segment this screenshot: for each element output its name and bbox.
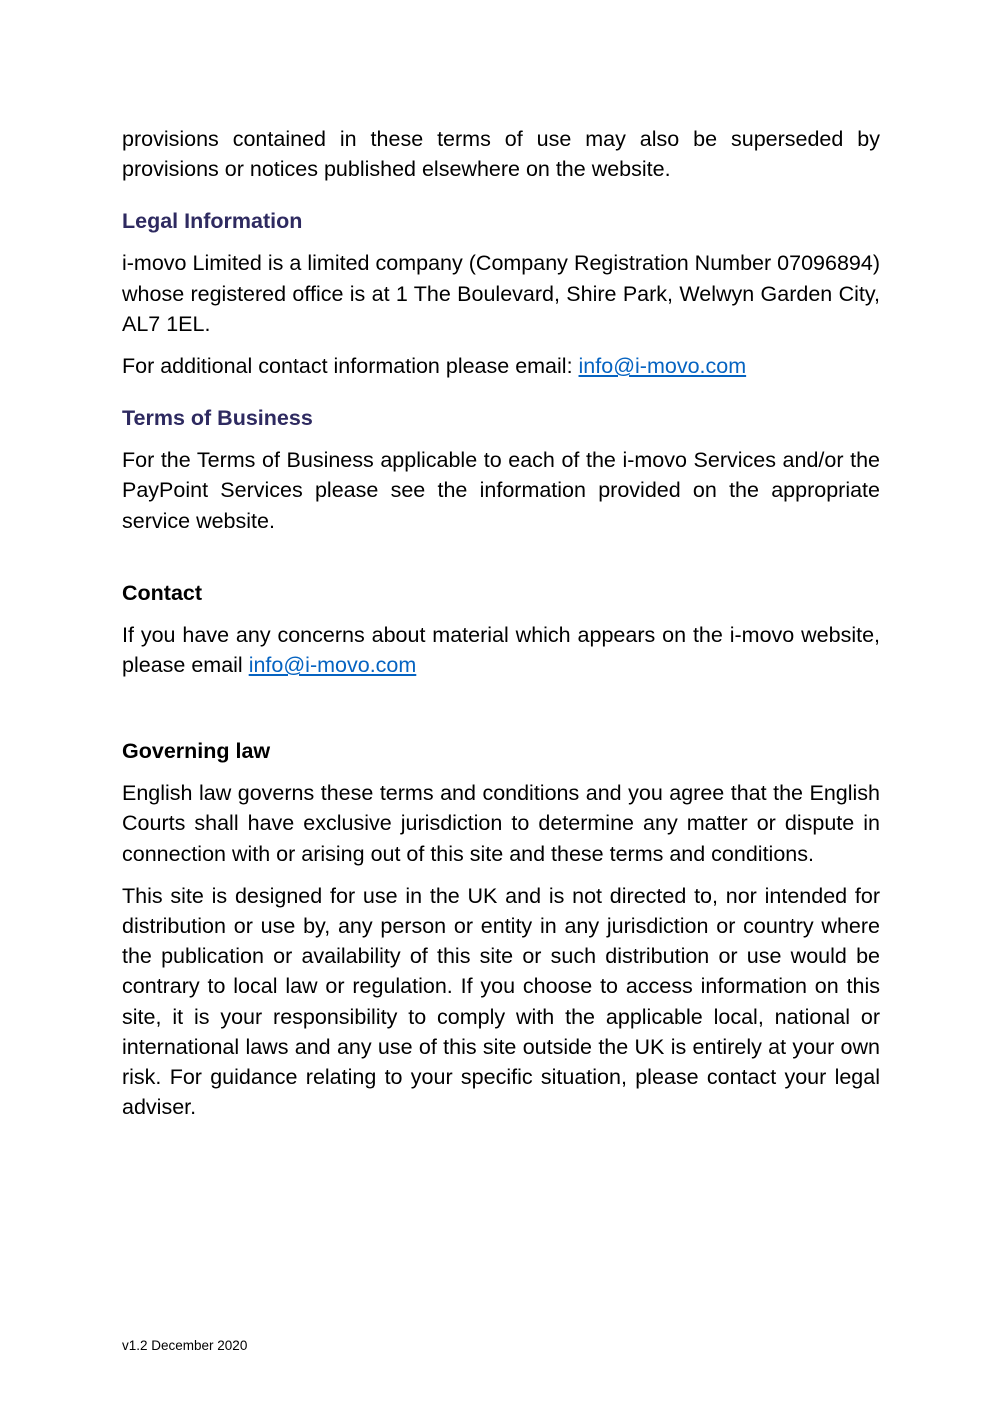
governing-law-heading: Governing law [122,739,271,764]
legal-contact-line [122,351,880,381]
contact-heading: Contact [122,580,203,605]
governing-law-paragraph-1: English law governs these terms and conditions and you agree that the English Courts shall have exclusive jurisdiction to determine any matter or dispute in connection with or arising out of this site and these terms and conditions. [122,781,880,866]
legal-contact-email-link[interactable]: info@i-movo.com [578,354,747,379]
document-body [122,124,880,1122]
legal-information-paragraph: i-movo Limited is a limited company (Company Registration Number 07096894) whose registered office is at 1 The Boulevard, Shire Park, Welwyn Garden City, AL7 1EL. [122,251,880,336]
terms-of-business-heading: Terms of Business [122,406,313,431]
contact-email-link[interactable]: info@i-movo.com [248,653,417,678]
governing-law-paragraph-2: This site is designed for use in the UK and is not directed to, nor intended for distribution or use by, any person or entity in any jurisdiction or country where the publication or availability of this site or such distribution or use would be contrary to local law or regulation. If you choose to access information on this site, it is your responsibility to comply with the applicable local, national or international laws and any use of this site outside the UK is entirely at your own risk. For guidance relating to your specific situation, please contact your legal adviser. [122,883,880,1120]
legal-contact-prefix: For additional contact information please email: [122,354,579,379]
contact-paragraph [122,620,880,680]
footer-version: v1.2 December 2020 [122,1338,248,1353]
legal-information-heading: Legal Information [122,209,303,234]
contact-paragraph-text: If you have any concerns about material which appears on the i-movo website, please email [122,622,880,678]
terms-of-business-paragraph: For the Terms of Business applicable to each of the i-movo Services and/or the PayPoint Services please see the information provided on the appropriate service website. [122,448,880,533]
intro-paragraph: provisions contained in these terms of use may also be superseded by provisions or notices published elsewhere on the website. [122,127,880,182]
